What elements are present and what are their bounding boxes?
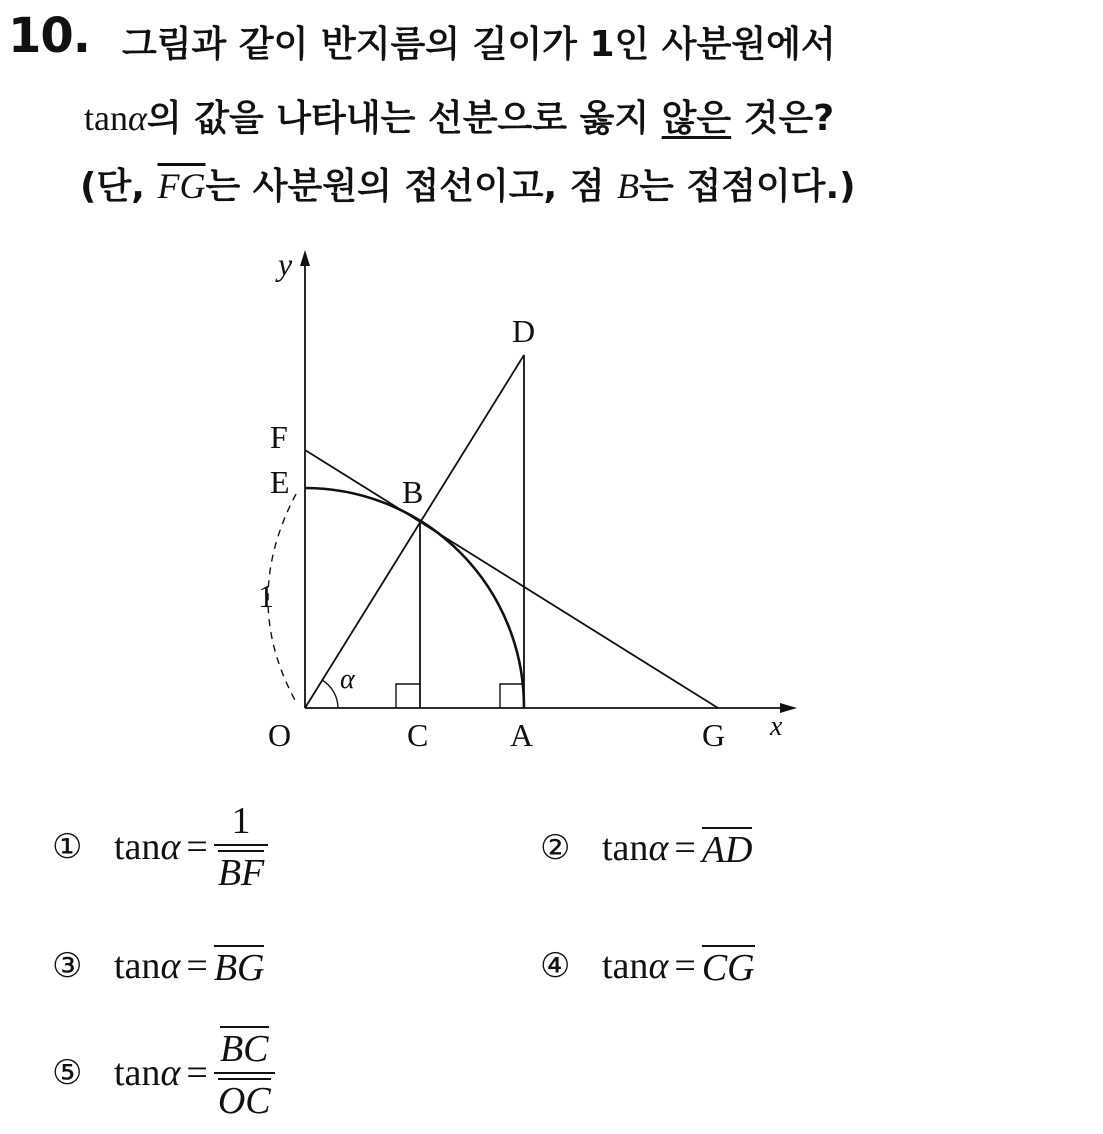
label-a: A: [510, 717, 534, 753]
label-e: E: [270, 464, 290, 500]
choice-3-alpha: α: [160, 945, 181, 987]
label-one: 1: [258, 578, 274, 614]
choice-3-eq: =: [186, 945, 208, 987]
right-angle-c: [396, 684, 420, 708]
right-angle-a: [500, 684, 524, 708]
choice-3[interactable]: [52, 944, 264, 988]
choice-3-tan: tan: [114, 945, 161, 987]
choice-2-alpha: α: [648, 827, 669, 869]
condition-end: 는 접점이다.): [639, 166, 856, 207]
choice-1-alpha: α: [160, 826, 181, 868]
x-axis-arrow: [780, 703, 797, 713]
choice-3-marker: ③: [52, 948, 83, 985]
choice-4-segment: CG: [701, 947, 755, 989]
choice-2-eq: =: [674, 827, 696, 869]
quarter-arc: [305, 488, 524, 708]
choice-4-marker: ④: [540, 948, 571, 985]
choice-5-fraction: [214, 1026, 275, 1120]
y-axis-arrow: [300, 250, 310, 266]
choice-2-tan: tan: [602, 827, 649, 869]
choice-5[interactable]: [52, 1026, 275, 1120]
label-f: F: [270, 419, 288, 455]
label-y: y: [278, 246, 293, 282]
line-od: [305, 355, 524, 708]
choice-2-marker: ②: [540, 830, 571, 867]
choice-1-denominator: BF: [217, 852, 265, 894]
choice-1[interactable]: [52, 802, 268, 892]
question-text-1: 그림과 같이 반지름의 길이가 1인 사분원에서: [122, 24, 836, 65]
question-number: 10.: [8, 8, 91, 64]
choice-4-tan: tan: [602, 945, 649, 987]
tangent-fg: [305, 450, 718, 708]
choice-5-numerator: BC: [219, 1028, 269, 1070]
choice-5-marker: ⑤: [52, 1055, 83, 1092]
choice-1-fraction: [214, 802, 268, 892]
choice-4[interactable]: [540, 944, 755, 988]
label-alpha: α: [340, 664, 355, 695]
label-d: D: [512, 313, 536, 349]
angle-arc: [322, 680, 338, 708]
choice-5-alpha: α: [160, 1052, 181, 1094]
question-text-2-end: 것은?: [731, 98, 835, 139]
emphasis-not: 않은: [661, 98, 732, 139]
choice-1-marker: ①: [52, 829, 83, 866]
alpha-symbol: α: [127, 98, 147, 138]
choice-4-alpha: α: [648, 945, 669, 987]
tan-word: tan: [84, 98, 128, 138]
choice-5-eq: =: [186, 1052, 208, 1094]
label-x: x: [770, 711, 783, 742]
question-line-1: [122, 16, 836, 67]
choice-3-segment: BG: [213, 947, 265, 989]
choice-5-tan: tan: [114, 1052, 161, 1094]
condition-open: (단,: [80, 166, 158, 207]
choice-1-tan: tan: [114, 826, 161, 868]
question-line-3: [80, 158, 856, 209]
quarter-circle-figure: [240, 240, 820, 770]
question-text-2: 의 값을 나타내는 선분으로 옳지: [146, 98, 662, 139]
choice-2-segment: AD: [701, 829, 753, 871]
label-g: G: [702, 717, 726, 753]
condition-mid: 는 사분원의 접선이고, 점: [205, 166, 618, 207]
point-b: B: [617, 166, 640, 206]
choice-1-numerator: 1: [231, 800, 251, 842]
choice-4-eq: =: [674, 945, 696, 987]
label-c: C: [407, 717, 429, 753]
choice-1-eq: =: [186, 826, 208, 868]
choice-5-denominator: OC: [217, 1080, 271, 1122]
choice-2[interactable]: [540, 826, 752, 870]
label-b: B: [402, 474, 424, 510]
segment-fg: $\overline{FG}$: [157, 166, 206, 206]
question-line-2: [84, 90, 834, 141]
label-o: O: [268, 717, 292, 753]
